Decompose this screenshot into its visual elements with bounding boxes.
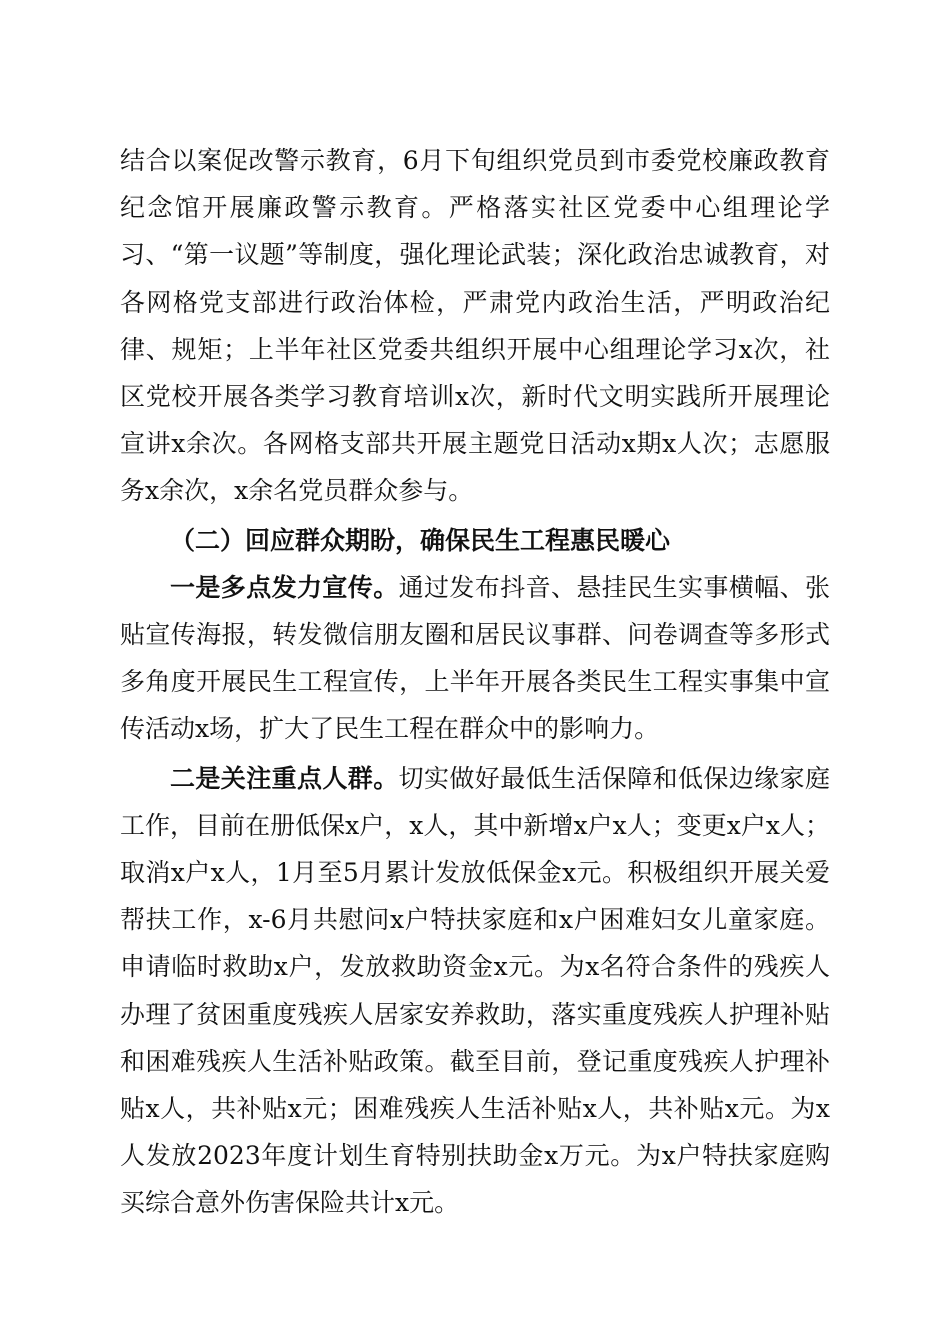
paragraph-publicity: [120, 564, 830, 753]
paragraph-party-education: 结合以案促改警示教育，6月下旬组织党员到市委党校廉政教育纪念馆开展廉政警示教育。严格落实社区党委中心组理论学习、“第一议题”等制度，强化理论武装；深化政治忠诚教育，对各网格党支部进行政治体检，严肃党内政治生活，严明政治纪律、规矩；上半年社区党委共组织开展中心组理论学习x次，社区党校开展各类学习教育培训x次，新时代文明实践所开展理论宣讲x余次。各网格支部共开展主题党日活动x期x人次；志愿服务x余次，x余名党员群众参与。: [120, 146, 830, 506]
paragraph-key-groups: [120, 755, 830, 1227]
paragraph-key-groups-body: 切实做好最低生活保障和低保边缘家庭工作，目前在册低保x户，x人，其中新增x户x人；变更x户x人；取消x户x人，1月至5月累计发放低保金x元。积极组织开展关爱帮扶工作，x-6月共慰问x户特扶家庭和x户困难妇女儿童家庭。申请临时救助x户，发放救助资金x元。为x名符合条件的残疾人办理了贫困重度残疾人居家安养救助，落实重度残疾人护理补贴和困难残疾人生活补贴政策。截至目前，登记重度残疾人护理补贴x人，共补贴x元；困难残疾人生活补贴x人，共补贴x元。为x人发放2023年度计划生育特别扶助金x万元。为x户特扶家庭购买综合意外伤害保险共计x元。: [120, 763, 830, 1218]
paragraph-key-groups-lead: 二是关注重点人群。: [170, 763, 399, 793]
document-body: [120, 137, 830, 1227]
paragraph-publicity-lead: 一是多点发力宣传。: [170, 572, 399, 602]
section-heading: （二）回应群众期盼，确保民生工程惠民暖心: [170, 525, 671, 555]
paragraph-publicity-body: 通过发布抖音、悬挂民生实事横幅、张贴宣传海报，转发微信朋友圈和居民议事群、问卷调查等多形式多角度开展民生工程宣传，上半年开展各类民生工程实事集中宣传活动x场，扩大了民生工程在群众中的影响力。: [120, 572, 830, 744]
